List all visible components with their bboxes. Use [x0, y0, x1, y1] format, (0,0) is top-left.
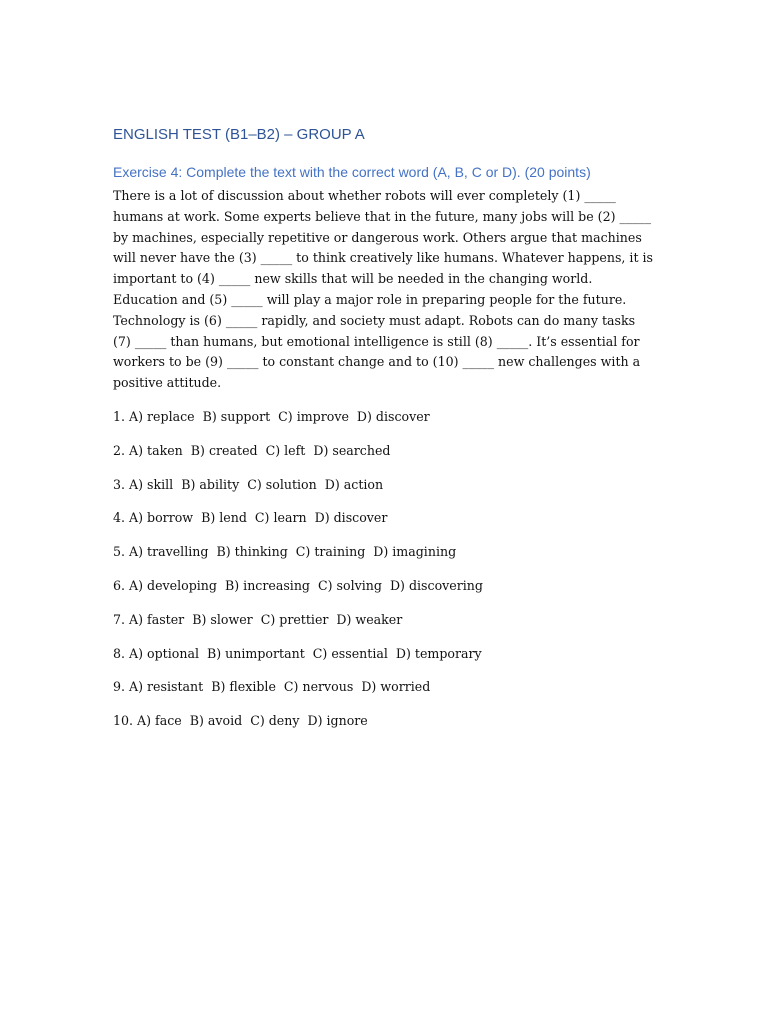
passage-line: positive attitude. [113, 375, 222, 391]
passage-line: Technology is (6) _____ rapidly, and society must adapt. Robots can do many tasks [113, 312, 636, 328]
option-row-2: 2. A) taken B) created C) left D) searched [113, 442, 391, 458]
option-row-6: 6. A) developing B) increasing C) solving D) discovering [113, 577, 483, 593]
test-title: ENGLISH TEST (B1–B2) – GROUP A [113, 126, 365, 143]
option-row-4: 4. A) borrow B) lend C) learn D) discover [113, 510, 388, 526]
option-row-9: 9. A) resistant B) flexible C) nervous D) worried [113, 679, 431, 695]
exercise-heading: Exercise 4: Complete the text with the correct word (A, B, C or D). (20 points) [113, 164, 591, 180]
option-row-10: 10. A) face B) avoid C) deny D) ignore [113, 713, 368, 729]
answer-options [113, 408, 673, 730]
option-row-7: 7. A) faster B) slower C) prettier D) weaker [113, 611, 403, 627]
option-row-5: 5. A) travelling B) thinking C) training D) imagining [113, 544, 457, 560]
passage-text [113, 186, 673, 394]
passage-line: workers to be (9) _____ to constant change and to (10) _____ new challenges with a [113, 354, 641, 370]
passage-line: important to (4) _____ new skills that will be needed in the changing world. [113, 271, 593, 287]
option-row-1: 1. A) replace B) support C) improve D) discover [113, 408, 430, 424]
option-row-8: 8. A) optional B) unimportant C) essential D) temporary [113, 645, 482, 661]
passage-line: Education and (5) _____ will play a major role in preparing people for the future. [113, 291, 627, 307]
passage-line: by machines, especially repetitive or dangerous work. Others argue that machines [113, 229, 642, 245]
passage-line: will never have the (3) _____ to think creatively like humans. Whatever happens, it is [113, 250, 654, 266]
passage-line: There is a lot of discussion about whether robots will ever completely (1) _____ [113, 188, 616, 203]
option-row-3: 3. A) skill B) ability C) solution D) action [113, 476, 384, 492]
passage-line: (7) _____ than humans, but emotional intelligence is still (8) _____. It’s essential for [113, 333, 640, 349]
passage-line: humans at work. Some experts believe that in the future, many jobs will be (2) _____ [113, 208, 652, 224]
document-page [113, 125, 673, 746]
